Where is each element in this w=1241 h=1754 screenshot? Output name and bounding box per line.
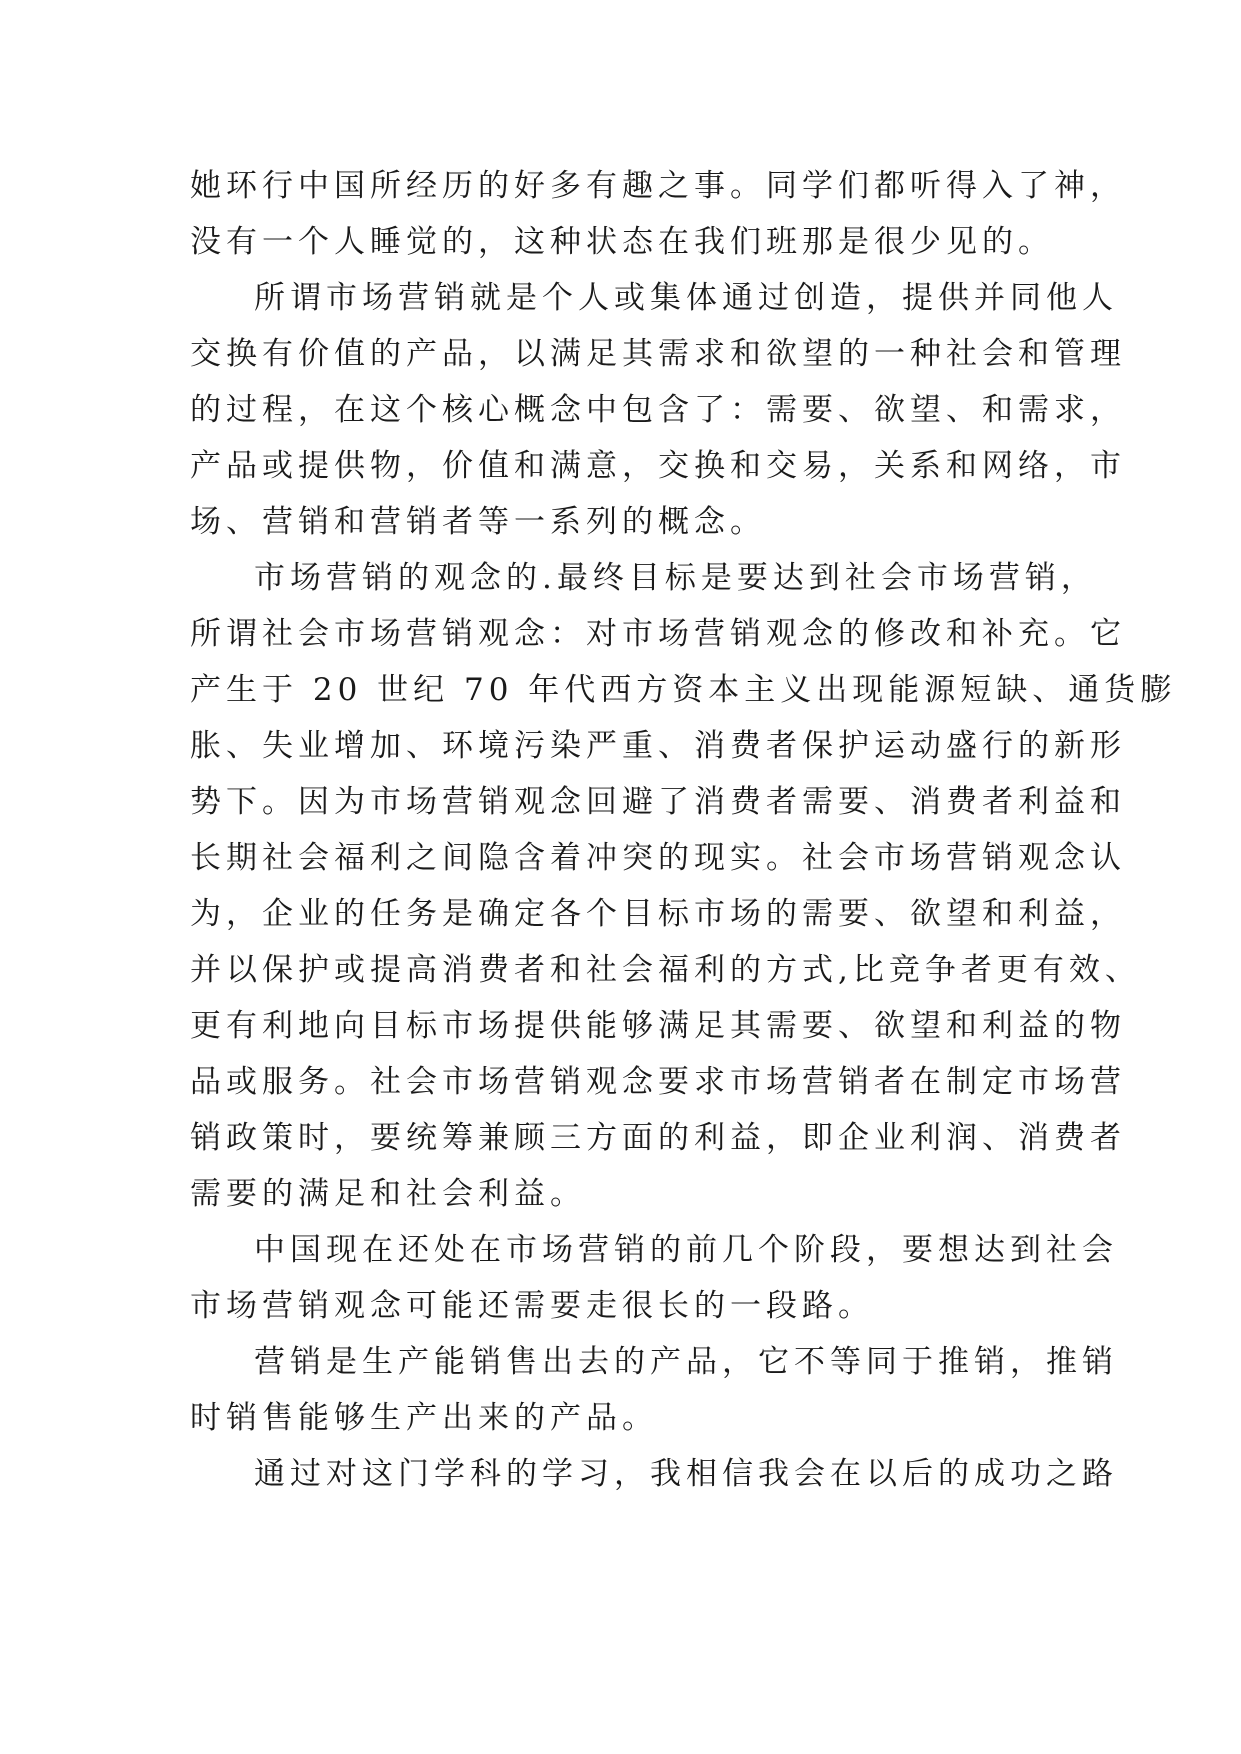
text-line: 为，企业的任务是确定各个目标市场的需要、欲望和利益， — [190, 896, 1126, 932]
text-line: 产品或提供物，价值和满意，交换和交易，关系和网络，市 — [190, 448, 1126, 484]
text-line: 场、营销和营销者等一系列的概念。 — [190, 504, 766, 540]
text-line: 营销是生产能销售出去的产品，它不等同于推销，推销 — [254, 1344, 1118, 1380]
text-line: 所谓社会市场营销观念：对市场营销观念的修改和补充。它 — [190, 616, 1126, 652]
text-line: 市场营销观念可能还需要走很长的一段路。 — [190, 1288, 874, 1324]
text-line: 她环行中国所经历的好多有趣之事。同学们都听得入了神， — [190, 168, 1126, 204]
text-line: 需要的满足和社会利益。 — [190, 1176, 586, 1212]
document-body — [190, 158, 1177, 1502]
text-line: 胀、失业增加、环境污染严重、消费者保护运动盛行的新形 — [190, 728, 1126, 764]
text-line: 并以保护或提高消费者和社会福利的方式,比竞争者更有效、 — [190, 952, 1141, 988]
paragraph-3 — [190, 550, 1177, 1222]
text-line: 中国现在还处在市场营销的前几个阶段，要想达到社会 — [254, 1232, 1118, 1268]
text-line: 市场营销的观念的.最终目标是要达到社会市场营销， — [254, 560, 1097, 596]
text-line: 交换有价值的产品，以满足其需求和欲望的一种社会和管理 — [190, 336, 1126, 372]
text-line: 的过程，在这个核心概念中包含了：需要、欲望、和需求， — [190, 392, 1126, 428]
text-line: 时销售能够生产出来的产品。 — [190, 1400, 658, 1436]
text-line: 产生于 20 世纪 70 年代西方资本主义出现能源短缺、通货膨 — [190, 672, 1177, 708]
paragraph-6 — [190, 1446, 1118, 1502]
paragraph-2 — [190, 270, 1126, 550]
text-line: 势下。因为市场营销观念回避了消费者需要、消费者利益和 — [190, 784, 1126, 820]
text-line: 更有利地向目标市场提供能够满足其需要、欲望和利益的物 — [190, 1008, 1126, 1044]
text-line: 通过对这门学科的学习，我相信我会在以后的成功之路 — [254, 1456, 1118, 1492]
text-line: 长期社会福利之间隐含着冲突的现实。社会市场营销观念认 — [190, 840, 1126, 876]
paragraph-1 — [190, 158, 1126, 270]
text-line: 品或服务。社会市场营销观念要求市场营销者在制定市场营 — [190, 1064, 1126, 1100]
text-line: 所谓市场营销就是个人或集体通过创造，提供并同他人 — [254, 280, 1118, 316]
text-line: 销政策时，要统筹兼顾三方面的利益，即企业利润、消费者 — [190, 1120, 1126, 1156]
paragraph-5 — [190, 1334, 1118, 1446]
text-line: 没有一个人睡觉的，这种状态在我们班那是很少见的。 — [190, 224, 1054, 260]
paragraph-4 — [190, 1222, 1118, 1334]
